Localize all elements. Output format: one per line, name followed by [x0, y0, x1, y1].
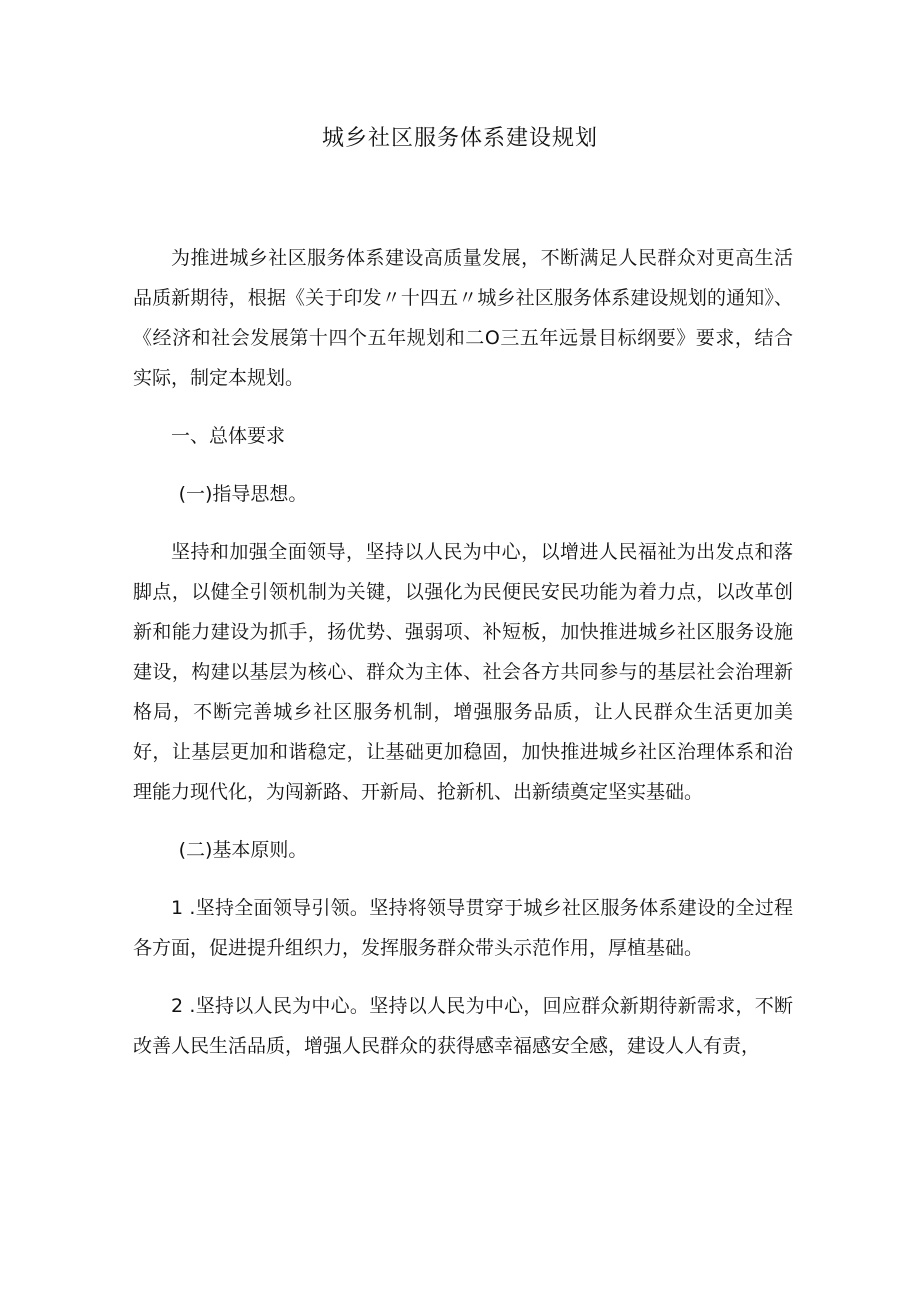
- document-title: 城乡社区服务体系建设规划: [321, 126, 598, 151]
- principle-2-paragraph: 2 .坚持以人民为中心。坚持以人民为中心，回应群众新期待新需求，不断改善人民生活品质，增强人民群众的获得感幸福感安全感，建设人人有责，: [133, 995, 793, 1057]
- intro-paragraph: 为推进城乡社区服务体系建设高质量发展，不断满足人民群众对更高生活品质新期待，根据《关于印发〃十四五〃城乡社区服务体系建设规划的通知》、《经济和社会发展第十四个五年规划和二O三五年远景目标纲要》要求，结合实际，制定本规划。: [133, 247, 793, 389]
- guiding-thought-paragraph: 坚持和加强全面领导，坚持以人民为中心，以增进人民福祉为出发点和落脚点，以健全引领机制为关键，以强化为民便民安民功能为着力点，以改革创新和能力建设为抓手，扬优势、强弱项、补短板，加快推进城乡社区服务设施建设，构建以基层为核心、群众为主体、社会各方共同参与的基层社会治理新格局，不断完善城乡社区服务机制，增强服务品质，让人民群众生活更加美好，让基层更加和谐稳定，让基础更加稳固，加快推进城乡社区治理体系和治理能力现代化，为闯新路、开新局、抢新机、出新绩奠定坚实基础。: [133, 541, 793, 803]
- principle-1-paragraph: 1 .坚持全面领导引领。坚持将领导贯穿于城乡社区服务体系建设的全过程各方面，促进提升组织力，发挥服务群众带头示范作用，厚植基础。: [133, 897, 793, 959]
- spacer: [133, 870, 793, 888]
- spacer: [133, 514, 793, 532]
- subsection-heading-basic-principles: (二)基本原则。: [178, 839, 308, 861]
- spacer: [133, 812, 793, 830]
- spacer: [133, 398, 793, 416]
- section-heading-general-requirements: 一、总体要求: [171, 425, 286, 447]
- spacer: [133, 456, 793, 474]
- document-body: [133, 238, 793, 1066]
- spacer: [133, 968, 793, 986]
- subsection-heading-guiding-thought: (一)指导思想。: [178, 483, 308, 505]
